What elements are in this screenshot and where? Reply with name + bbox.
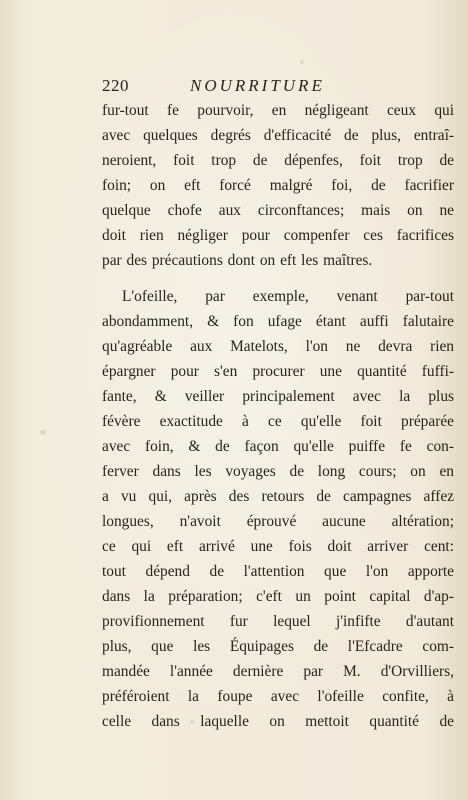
text-line (102, 734, 454, 759)
paragraph-gap (102, 273, 454, 284)
text-line: plus, que les Équipages de l'Efcadre com- (102, 638, 454, 655)
text-line: ferver dans les voyages de long cours; on en (102, 463, 454, 480)
text-line: quelque chofe aux circonftances; mais on ne (102, 202, 454, 219)
text-line: tout dépend de l'attention que l'on apporte (102, 563, 454, 580)
text-line: févère exactitude à ce qu'elle foit préparée (102, 413, 454, 430)
text-line: a vu qui, après des retours de campagnes affez (102, 488, 454, 505)
text-line: provifionnement fur lequel j'infifte d'autant (102, 613, 454, 630)
text-line: fur-tout fe pourvoir, en négligeant ceux qui (102, 102, 454, 119)
text-line: foin; on eft forcé malgré foi, de facrifier (102, 177, 454, 194)
text-line: ce qui eft arrivé une fois doit arriver cent: (102, 538, 454, 555)
paper-stain (40, 430, 46, 435)
text-line: fante, & veiller principalement avec la plus (102, 388, 454, 405)
text-line: préféroient la foupe avec l'ofeille confite, à (102, 688, 454, 705)
text-line: abondamment, & fon ufage étant auffi falutaire (102, 313, 454, 330)
running-head: NOURRITURE (190, 76, 325, 95)
text-line: par des précautions dont on eft les maîtres. (102, 252, 373, 269)
text-line: qu'agréable aux Matelots, l'on ne devra rien (102, 338, 454, 355)
text-line: neroient, foit trop de dépenfes, foit trop de (102, 152, 454, 169)
text-line: dans la préparation; c'eft un point capital d'ap- (102, 588, 454, 605)
text-line: longues, n'avoit éprouvé aucune altération; (102, 513, 454, 530)
text-line: L'ofeille, par exemple, venant par-tout (122, 288, 454, 305)
text-line: épargner pour s'en procurer une quantité fuffi- (102, 363, 454, 380)
paragraph (102, 284, 454, 759)
text-line: celle dans laquelle on mettoit quantité de (102, 713, 454, 730)
page-header (102, 76, 372, 98)
paragraph (102, 98, 454, 273)
paper-stain (300, 60, 304, 64)
text-line: doit rien négliger pour compenfer ces facrifices (102, 227, 454, 244)
text-line: avec foin, & de façon qu'elle puiffe fe con- (102, 438, 454, 455)
body-text (102, 98, 454, 759)
text-line: avec quelques degrés d'efficacité de plus, entraî- (102, 127, 454, 144)
text-line: mandée l'année dernière par M. d'Orvilliers, (102, 663, 454, 680)
page-number: 220 (102, 76, 129, 95)
